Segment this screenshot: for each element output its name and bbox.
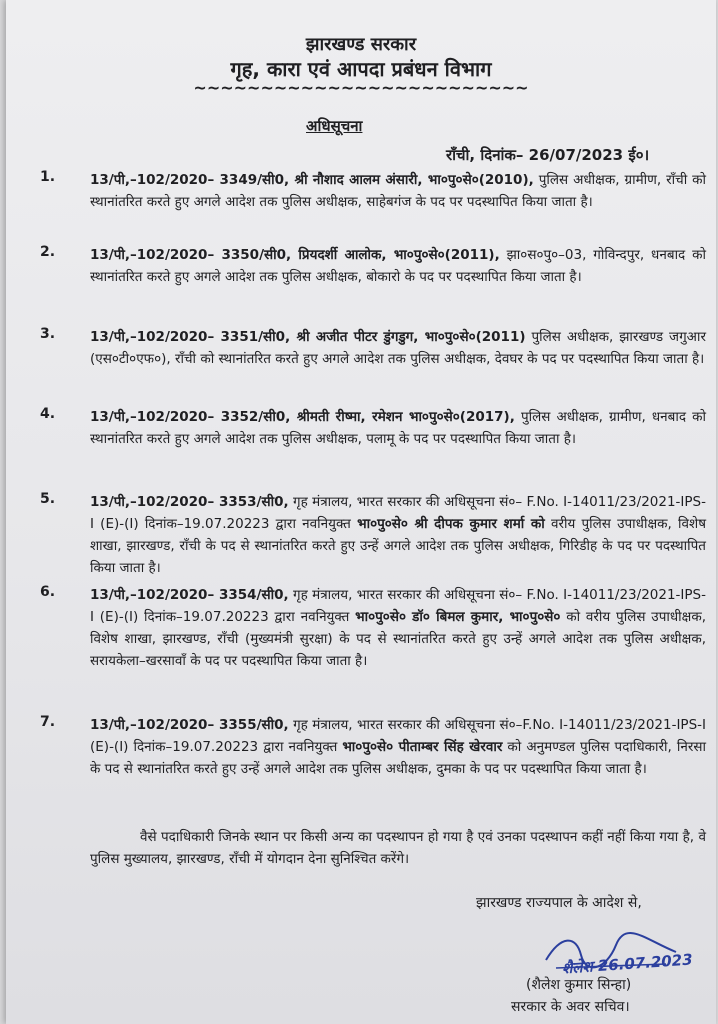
signatory-name: (शैलेश कुमार सिन्हा) [526,977,632,993]
notification-title: अधिसूचना [306,117,363,135]
item-body: पुलिस अधीक्षक, झारखण्ड जगुआर (एस०टी०एफ०), राँची को स्थानांतरित करते हुए अगले आदेश तक पुलिस अधीक्षक, देवघर के पद पर पदस्थापित किया जाता है। [90,329,706,367]
order-item-6 [40,584,706,672]
item-text [90,326,706,370]
item-body: गृह मंत्रालय, भारत सरकार की अधिसूचना सं०– F.No. I-14011/23/2021-IPS-I (E)-(I) दिनांक–19.07.20223 द्वारा नवनियुक्त [90,587,706,625]
order-item-4 [40,406,706,450]
department-heading: गृह, कारा एवं आपदा प्रबंधन विभाग [230,57,492,81]
officer-name: भा०पु०से० श्री दीपक कुमार शर्मा को [357,516,545,532]
order-item-5 [40,491,706,579]
item-ref: 13/पी,–102/2020– 3354/सी0, [90,587,289,603]
order-item-3 [40,326,706,370]
item-ref: 13/पी,–102/2020– 3350/सी0, प्रियदर्शी आलोक, भा०पु०से०(2011), [90,247,500,263]
item-text [90,491,706,579]
item-body: झा०स०पु०–03, गोविन्दपुर, धनबाद को स्थानांतरित करते हुए अगले आदेश तक पुलिस अधीक्षक, बोकारो के पद पर पदस्थापित किया जाता है। [90,247,706,285]
item-body: गृह मंत्रालय, भारत सरकार की अधिसूचना सं०– F.No. I-14011/23/2021-IPS-I (E)-(I) दिनांक–19.07.20223 द्वारा नवनियुक्त [90,494,706,532]
item-ref: 13/पी,–102/2020– 3352/सी0, श्रीमती रीष्मा, रमेशन भा०पु०से०(2017), [90,409,515,425]
item-body: वरीय पुलिस उपाधीक्षक, विशेष शाखा, झारखण्ड, राँची के पद से स्थानांतरित करते हुए उन्हें अगले आदेश तक पुलिस अधीक्षक, गिरिडीह के पद पर पदस्थापित किया जाता है। [90,516,706,576]
item-ref: 13/पी,–102/2020– 3353/सी0, [90,494,289,510]
item-body: पुलिस अधीक्षक, ग्रामीण, धनबाद को स्थानांतरित करते हुए अगले आदेश तक पुलिस अधीक्षक, पलामू के पद पर पदस्थापित किया जाता है। [90,409,706,447]
item-number: 7. [40,714,56,730]
item-body: पुलिस अधीक्षक, ग्रामीण, राँची को स्थानांतरित करते हुए अगले आदेश तक पुलिस अधीक्षक, साहेबगंज के पद पर पदस्थापित किया जाता है। [90,172,706,210]
officer-name: भा०पु०से० पीताम्बर सिंह खेरवार [342,739,503,755]
item-body: गृह मंत्रालय, भारत सरकार की अधिसूचना सं०–F.No. I-14011/23/2021-IPS-I (E)-(I) दिनांक–19.07.20223 द्वारा नवनियुक्त [90,717,706,755]
item-body: को अनुमण्डल पुलिस पदाधिकारी, निरसा के पद से स्थानांतरित करते हुए उन्हें अगले आदेश तक पुलिस अधीक्षक, दुमका के पद पर पदस्थापित किया जाता है। [90,739,707,777]
item-number: 2. [40,244,56,260]
order-item-2 [40,244,706,288]
item-body: को वरीय पुलिस उपाधीक्षक, विशेष शाखा, झारखण्ड, राँची (मुख्यमंत्री सुरक्षा) के पद से स्थानांतरित करते हुए उन्हें अगले आदेश तक पुलिस अधीक्षक, सरायकेला–खरसावाँ के पद पर पदस्थापित किया जाता है। [90,609,706,669]
header-divider: ~~~~~~~~~~~~~~~~~~~~~~~~~ [193,78,529,97]
item-number: 1. [40,169,56,185]
item-number: 6. [40,584,56,600]
item-ref: 13/पी,–102/2020– 3351/सी0, श्री अजीत पीटर डुंगडुग, भा०पु०से०(2011) [90,329,526,345]
item-text [90,169,706,213]
item-number: 3. [40,326,56,342]
item-ref: 13/पी,–102/2020– 3355/सी0, [90,717,289,733]
item-text [90,406,706,450]
government-heading: झारखण्ड सरकार [305,34,417,55]
signature-handwriting: शैलेश 26.07.2023 [561,950,694,978]
by-order-line: झारखण्ड राज्यपाल के आदेश से, [476,895,642,911]
closing-paragraph: वैसे पदाधिकारी जिनके स्थान पर किसी अन्य का पदस्थापन हो गया है एवं उनका पदस्थापन कहीं नहीं किया गया है, वे पुलिस मुख्यालय, झारखण्ड, राँची में योगदान देना सुनिश्चित करेंगे। [90,829,706,867]
signatory-title: सरकार के अवर सचिव। [511,999,630,1015]
place-date: राँची, दिनांक– 26/07/2023 ई०। [446,146,650,164]
item-number: 4. [40,406,56,422]
document-page [6,0,716,1024]
item-text [90,244,706,288]
item-ref: 13/पी,–102/2020– 3349/सी0, श्री नौशाद आलम अंसारी, भा०पु०से०(2010), [90,172,534,188]
item-number: 5. [40,491,56,507]
item-text [90,584,706,672]
order-item-7 [40,714,706,780]
officer-name: भा०पु०से० डॉ० बिमल कुमार, भा०पु०से० [355,609,561,625]
order-item-1 [40,169,706,213]
item-text [90,714,706,780]
